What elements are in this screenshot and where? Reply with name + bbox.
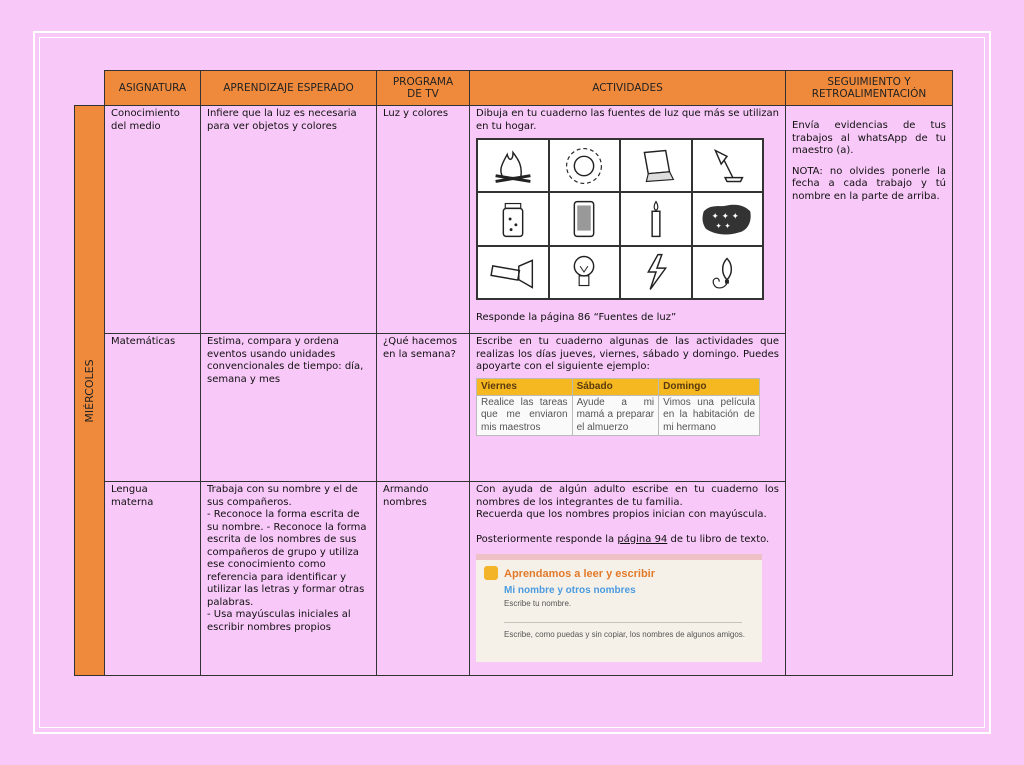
laptop-icon <box>620 139 692 192</box>
textbook-subtitle: Mi nombre y otros nombres <box>504 585 636 596</box>
header-seguimiento-line2: RETROALIMENTACIÓN <box>811 88 927 100</box>
header-programa <box>377 71 470 106</box>
page-reference-link: página 94 <box>617 533 668 545</box>
seguimiento-cell <box>786 106 953 676</box>
programa-text: nombres <box>383 496 427 508</box>
actividad-cell <box>470 106 786 334</box>
sun-icon <box>549 139 621 192</box>
week-header: Viernes <box>477 378 573 395</box>
aprendizaje-text: Trabaja con su nombre y el de sus compañeros. <box>207 484 358 508</box>
lightning-icon <box>620 246 692 299</box>
textbook-title: Aprendamos a leer y escribir <box>504 568 656 580</box>
aprendizaje-cell: Infiere que la luz es necesaria para ver objetos y colores <box>201 106 377 334</box>
textbook-write-line <box>504 622 742 623</box>
campfire-icon <box>477 139 549 192</box>
aprendizaje-cell <box>201 482 377 676</box>
lesson-plan-table <box>74 70 953 676</box>
programa-text: Armando <box>383 484 429 495</box>
actividad-cell <box>470 482 786 676</box>
firefly-jar-icon <box>477 192 549 245</box>
asignatura-cell <box>105 106 201 334</box>
week-header: Domingo <box>659 378 760 395</box>
light-sources-grid <box>476 138 764 300</box>
actividad-cell <box>470 334 786 482</box>
seguimiento-p2: NOTA: no olvides ponerle la fecha a cada trabajo y tú nombre en la parte de arriba. <box>792 165 946 202</box>
tablet-icon <box>549 192 621 245</box>
week-cell: Realice las tareas que me enviaron mis maestros <box>477 395 573 436</box>
week-example-table <box>476 378 760 437</box>
actividad-footer: Responde la página 86 “Fuentes de luz” <box>476 312 677 323</box>
christmas-light-icon <box>692 246 764 299</box>
week-header: Sábado <box>572 378 659 395</box>
week-cell: Vimos una película en la habitación de mi hermano <box>659 395 760 436</box>
asignatura-cell <box>105 482 201 676</box>
asignatura-text: materna <box>111 496 154 508</box>
day-label-cell <box>75 106 105 676</box>
aprendizaje-text: - Reconoce la forma escrita de su nombre. - Reconoce la forma escrita de los nombres de sus compañeros de grupo y utiliza ese conocimiento como referencia para identificar y utilizar las letras y formar otras palabras. <box>207 509 367 608</box>
programa-cell: ¿Qué hacemos en la semana? <box>377 334 470 482</box>
header-seguimiento <box>786 71 953 106</box>
corner-cell <box>75 71 105 106</box>
header-actividades: ACTIVIDADES <box>470 71 786 106</box>
flashlight-icon <box>477 246 549 299</box>
header-aprendizaje: APRENDIZAJE ESPERADO <box>201 71 377 106</box>
textbook-instruction-2: Escribe, como puedas y sin copiar, los nombres de algunos amigos. <box>504 630 746 639</box>
header-programa-line2: DE TV <box>407 88 439 100</box>
header-programa-line1: PROGRAMA <box>392 76 454 88</box>
header-seguimiento-line1: SEGUIMIENTO Y <box>827 76 911 88</box>
actividad-text <box>476 534 779 547</box>
asignatura-text: Lengua <box>111 484 148 495</box>
starry-sky-icon <box>692 192 764 245</box>
aprendizaje-cell: Estima, compara y ordena eventos usando unidades convencionales de tiempo: día, semana y mes <box>201 334 377 482</box>
textbook-badge-icon <box>484 566 498 580</box>
actividad-text: Recuerda que los nombres propios inician con mayúscula. <box>476 509 767 520</box>
light-bulb-icon <box>549 246 621 299</box>
programa-cell: Luz y colores <box>377 106 470 334</box>
asignatura-cell: Matemáticas <box>105 334 201 482</box>
actividad-text: Dibuja en tu cuaderno las fuentes de luz que más se utilizan en tu hogar. <box>476 108 779 132</box>
week-cell: Ayude a mi mamá a preparar el almuerzo <box>572 395 659 436</box>
actividad-text-part: Posteriormente responde la <box>476 533 618 545</box>
actividad-text: Escribe en tu cuaderno algunas de las actividades que realizas los días jueves, viernes, sábado y domingo. Puedes apoyarte con el siguiente ejemplo: <box>476 336 779 372</box>
actividad-text: Con ayuda de algún adulto escribe en tu cuaderno los nombres de los integrantes de tu familia. <box>476 484 779 508</box>
svg-text:✦ ✦ ✦: ✦ ✦ ✦ <box>711 211 740 222</box>
programa-cell <box>377 482 470 676</box>
svg-text:✦ ✦: ✦ ✦ <box>715 221 732 231</box>
seguimiento-p1: Envía evidencias de tus trabajos al whatsApp de tu maestro (a). <box>792 120 946 156</box>
aprendizaje-text: - Usa mayúsculas iniciales al escribir nombres propios <box>207 609 351 633</box>
table-row <box>75 106 953 334</box>
candle-icon <box>620 192 692 245</box>
textbook-excerpt <box>476 554 762 662</box>
header-asignatura: ASIGNATURA <box>105 71 201 106</box>
asignatura-text: del medio <box>111 120 161 132</box>
textbook-instruction: Escribe tu nombre. <box>504 599 572 608</box>
day-label: MIÉRCOLES <box>82 358 96 423</box>
desk-lamp-icon <box>692 139 764 192</box>
asignatura-text: Conocimiento <box>111 108 180 119</box>
actividad-text-part: de tu libro de texto. <box>667 533 770 545</box>
header-row <box>75 71 953 106</box>
